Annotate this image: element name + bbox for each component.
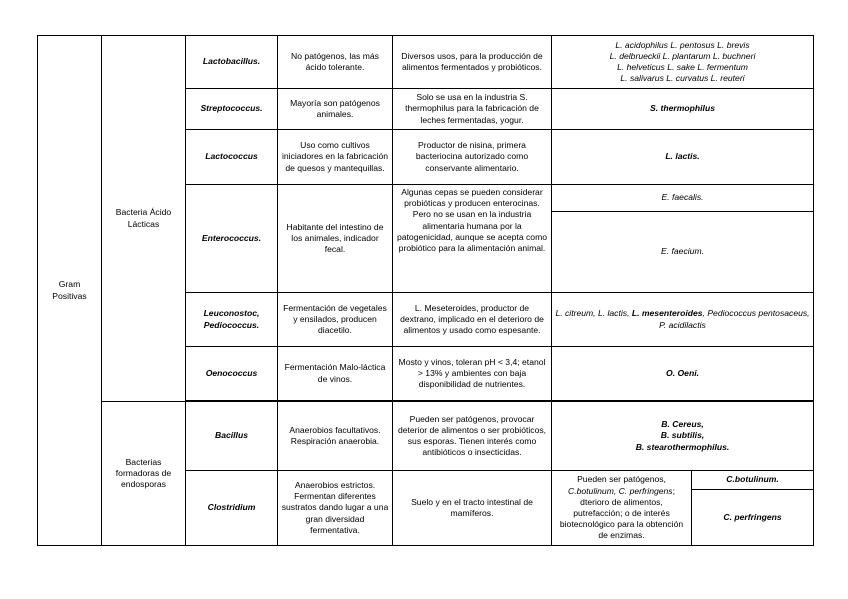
genus-clostridium: Clostridium xyxy=(186,471,278,546)
note-clostridium xyxy=(552,471,692,546)
species-line: L. delbrueckii L. plantarum L. buchneri xyxy=(609,50,756,61)
uses-streptococcus: Solo se usa en la industria S. thermophilus para la fabricación de leches fermentadas, yogur. xyxy=(393,89,552,130)
desc-oenococcus: Fermentación Malo-láctica de vinos. xyxy=(278,347,393,401)
species-lactobacillus xyxy=(552,36,814,89)
uses-lactobacillus: Diversos usos, para la producción de alimentos fermentados y probióticos. xyxy=(393,36,552,89)
uses-leuconostoc: L. Meseteroides, productor de dextrano, implicado en el deterioro de alimentos y usado como espesante. xyxy=(393,293,552,347)
species-line: L. helveticus L. sake L. fermentum xyxy=(617,62,748,72)
uses-bacillus: Pueden ser patógenos, provocar deterior de alimentos o ser probióticos, sus esporas. Tienen interés como antibióticos o insecticidas. xyxy=(393,402,552,471)
desc-lactococcus: Uso como cultivos iniciadores en la fabricación de quesos y mantequillas. xyxy=(278,130,393,185)
species-bold: L. mesenteroides xyxy=(631,308,703,319)
species-bacillus xyxy=(552,402,814,471)
species-e-faecalis: E. faecalis. xyxy=(552,185,814,212)
species-c-perfringens: C. perfringens xyxy=(692,490,814,546)
group-endospore-bacteria: Bacterias formadoras de endosporas xyxy=(102,402,186,546)
species-lactococcus: L. lactis. xyxy=(552,130,814,185)
group-lactic-acid-bacteria: Bacteria Ácido Lácticas xyxy=(102,36,186,402)
species-line: B. stearothermophilus. xyxy=(635,441,730,452)
species-oenococcus: O. Oeni. xyxy=(552,347,814,401)
desc-enterococcus: Habitante del intestino de los animales, indicador fecal. xyxy=(278,185,393,293)
note-pre: Pueden ser patógenos, xyxy=(577,474,666,485)
note-species: C.botulinum, C. perfringens xyxy=(568,485,673,496)
genus-streptococcus: Streptococcus. xyxy=(186,89,278,130)
desc-streptococcus: Mayoría son patógenos animales. xyxy=(278,89,393,130)
desc-lactobacillus: No patógenos, las más ácido tolerante. xyxy=(278,36,393,89)
uses-lactococcus: Productor de nisina, primera bacteriocina autorizado como conservante alimentario. xyxy=(393,130,552,185)
uses-oenococcus: Mosto y vinos, toleran pH < 3,4; etanol > 13% y ambientes con baja disponibilidad de nutrientes. xyxy=(393,347,552,401)
uses-enterococcus: Algunas cepas se pueden considerar probióticas y producen enterocinas. Pero no se usan en la industria alimentaria humana por la patogenicidad, aunque se acepta como probiótico para la alimentación animal. xyxy=(393,185,552,293)
species-e-faecium: E. faecium. xyxy=(552,212,814,293)
species-line: B. subtilis, xyxy=(660,430,705,441)
species-c-botulinum: C.botulinum. xyxy=(692,471,814,490)
genus-leuconostoc: Leuconostoc, Pediococcus. xyxy=(186,293,278,347)
genus-lactobacillus: Lactobacillus. xyxy=(186,36,278,89)
species-line: L. acidophilus L. pentosus L. brevis xyxy=(615,39,750,50)
gram-positivas-cell: Gram Positivas xyxy=(38,36,102,546)
bacteria-table xyxy=(37,35,814,546)
desc-leuconostoc: Fermentación de vegetales y ensilados, producen diacetilo. xyxy=(278,293,393,347)
species-leuconostoc xyxy=(552,293,814,347)
desc-clostridium: Anaerobios estrictos. Fermentan diferentes sustratos dando lugar a una gran diversidad fermentativa. xyxy=(278,471,393,546)
species-line: L. salivarus L. curvatus L. reuteri xyxy=(620,73,745,84)
species-pre: L. citreum, L. lactis, xyxy=(555,308,630,319)
genus-lactococcus: Lactococcus xyxy=(186,130,278,185)
uses-clostridium: Suelo y en el tracto intestinal de mamíferos. xyxy=(393,471,552,546)
species-streptococcus: S. thermophilus xyxy=(552,89,814,130)
desc-bacillus: Anaerobios facultativos. Respiración anaerobia. xyxy=(278,402,393,471)
species-post: , Pediococcus pentosaceus, P. acidilactis xyxy=(659,308,810,330)
genus-bacillus: Bacillus xyxy=(186,402,278,471)
genus-oenococcus: Oenococcus xyxy=(186,347,278,401)
genus-enterococcus: Enterococcus. xyxy=(186,185,278,293)
note-post: ; dterioro de alimentos, putrefacción; o de interés biotecnológico para la obtención de enzimas. xyxy=(559,485,684,541)
species-line: B. Cereus, xyxy=(661,419,704,430)
